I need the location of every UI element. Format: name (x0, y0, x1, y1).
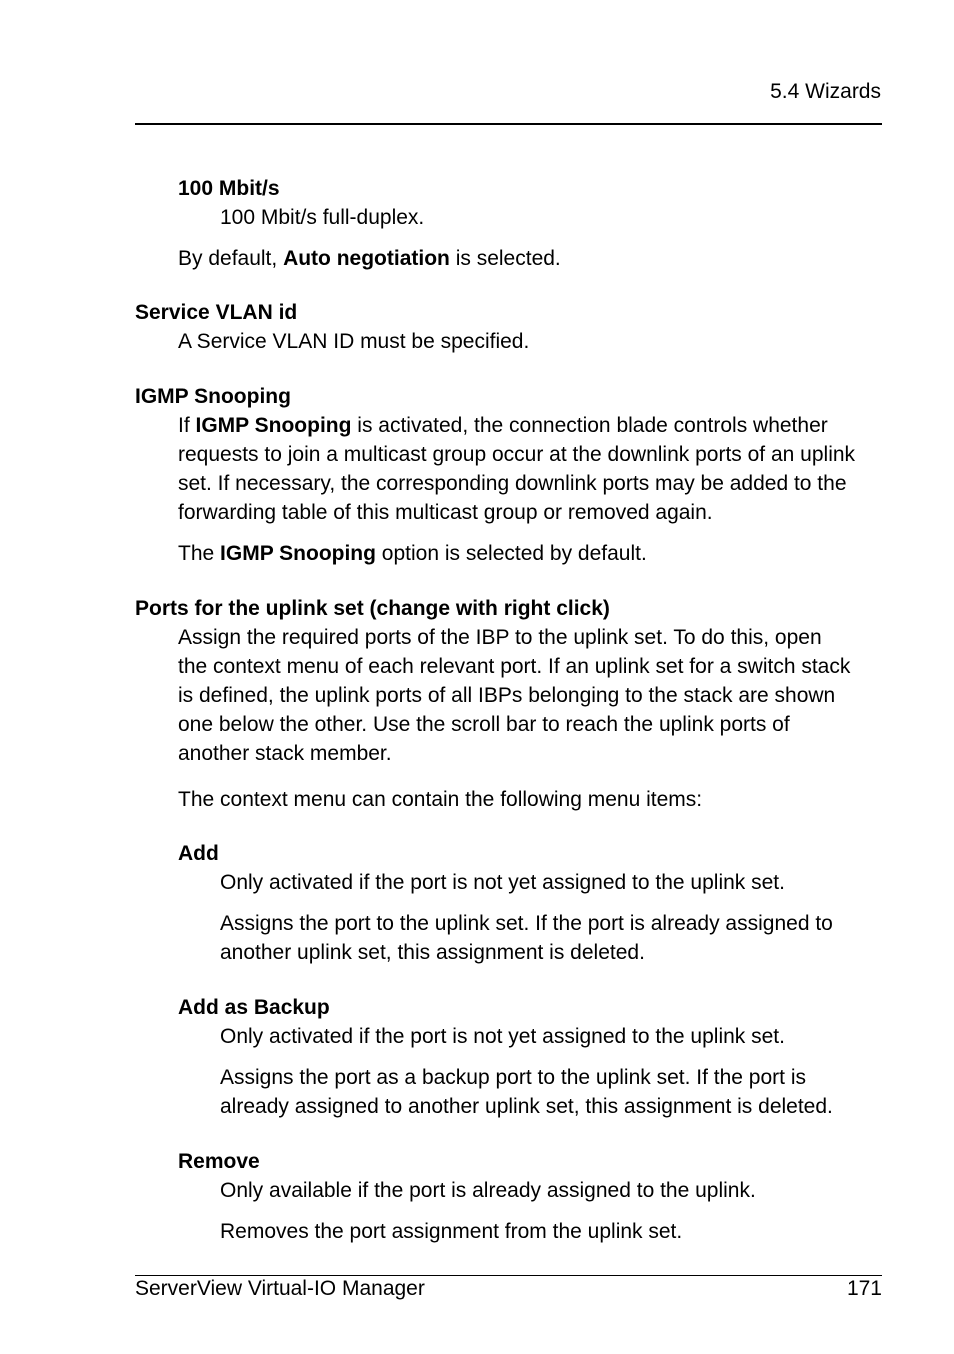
term-igmp-snooping: IGMP Snooping (135, 385, 291, 408)
igmp-paragraph-line: forwarding table of this multicast group or removed again. (178, 501, 713, 524)
igmp-p2-bold: IGMP Snooping (220, 542, 376, 565)
ports-paragraph-line: the context menu of each relevant port. If an uplink set for a switch stack (178, 655, 851, 678)
ports-paragraph-line: Assign the required ports of the IBP to the uplink set. To do this, open (178, 626, 822, 649)
igmp-p2-prefix: The (178, 542, 221, 565)
igmp-p2-suffix: option is selected by default. (375, 542, 647, 565)
term-ports-uplink-set: Ports for the uplink set (change with right click) (135, 597, 610, 620)
page-footer (135, 1276, 882, 1302)
igmp-p1-prefix: If (178, 414, 196, 437)
igmp-paragraph-line: requests to join a multicast group occur at the downlink ports of an uplink (178, 443, 856, 466)
ports-paragraph-line: is defined, the uplink ports of all IBPs belonging to the stack are shown (178, 684, 836, 707)
term-service-vlan: Service VLAN id (135, 301, 298, 324)
desc-service-vlan: A Service VLAN ID must be specified. (178, 330, 530, 353)
add-backup-desc-line: already assigned to another uplink set, this assignment is deleted. (220, 1095, 833, 1118)
page-number: 171 (846, 1277, 882, 1300)
igmp-paragraph-line: set. If necessary, the corresponding downlink ports may be added to the (178, 472, 847, 495)
default-note-bold: Auto negotiation (283, 247, 450, 270)
default-note (178, 244, 561, 273)
header-rule (135, 123, 882, 125)
remove-desc-line: Removes the port assignment from the uplink set. (220, 1220, 683, 1243)
default-note-suffix: is selected. (449, 247, 561, 270)
term-add: Add (178, 842, 219, 865)
desc-100-mbit: 100 Mbit/s full-duplex. (220, 206, 425, 229)
add-desc-line: Assigns the port to the uplink set. If the port is already assigned to (220, 912, 833, 935)
running-header: 5.4 Wizards (770, 80, 881, 103)
igmp-p1-bold: IGMP Snooping (195, 414, 352, 437)
ports-paragraph-line: another stack member. (178, 742, 392, 765)
add-backup-desc-line: Only activated if the port is not yet assigned to the uplink set. (220, 1025, 785, 1048)
ports-menu-intro: The context menu can contain the following menu items: (178, 788, 703, 811)
igmp-p1-rest: is activated, the connection blade controls whether (351, 414, 828, 437)
igmp-paragraph-line (178, 411, 828, 440)
term-remove: Remove (178, 1150, 260, 1173)
igmp-default-note (178, 539, 647, 568)
add-desc-line: another uplink set, this assignment is deleted. (220, 941, 645, 964)
default-note-prefix: By default, (178, 247, 284, 270)
term-add-as-backup: Add as Backup (178, 996, 330, 1019)
ports-paragraph-line: one below the other. Use the scroll bar to reach the uplink ports of (178, 713, 790, 736)
footer-title: ServerView Virtual-IO Manager (135, 1277, 425, 1300)
term-100-mbit: 100 Mbit/s (178, 177, 280, 200)
remove-desc-line: Only available if the port is already assigned to the uplink. (220, 1179, 756, 1202)
add-backup-desc-line: Assigns the port as a backup port to the uplink set. If the port is (220, 1066, 806, 1089)
add-desc-line: Only activated if the port is not yet assigned to the uplink set. (220, 871, 785, 894)
